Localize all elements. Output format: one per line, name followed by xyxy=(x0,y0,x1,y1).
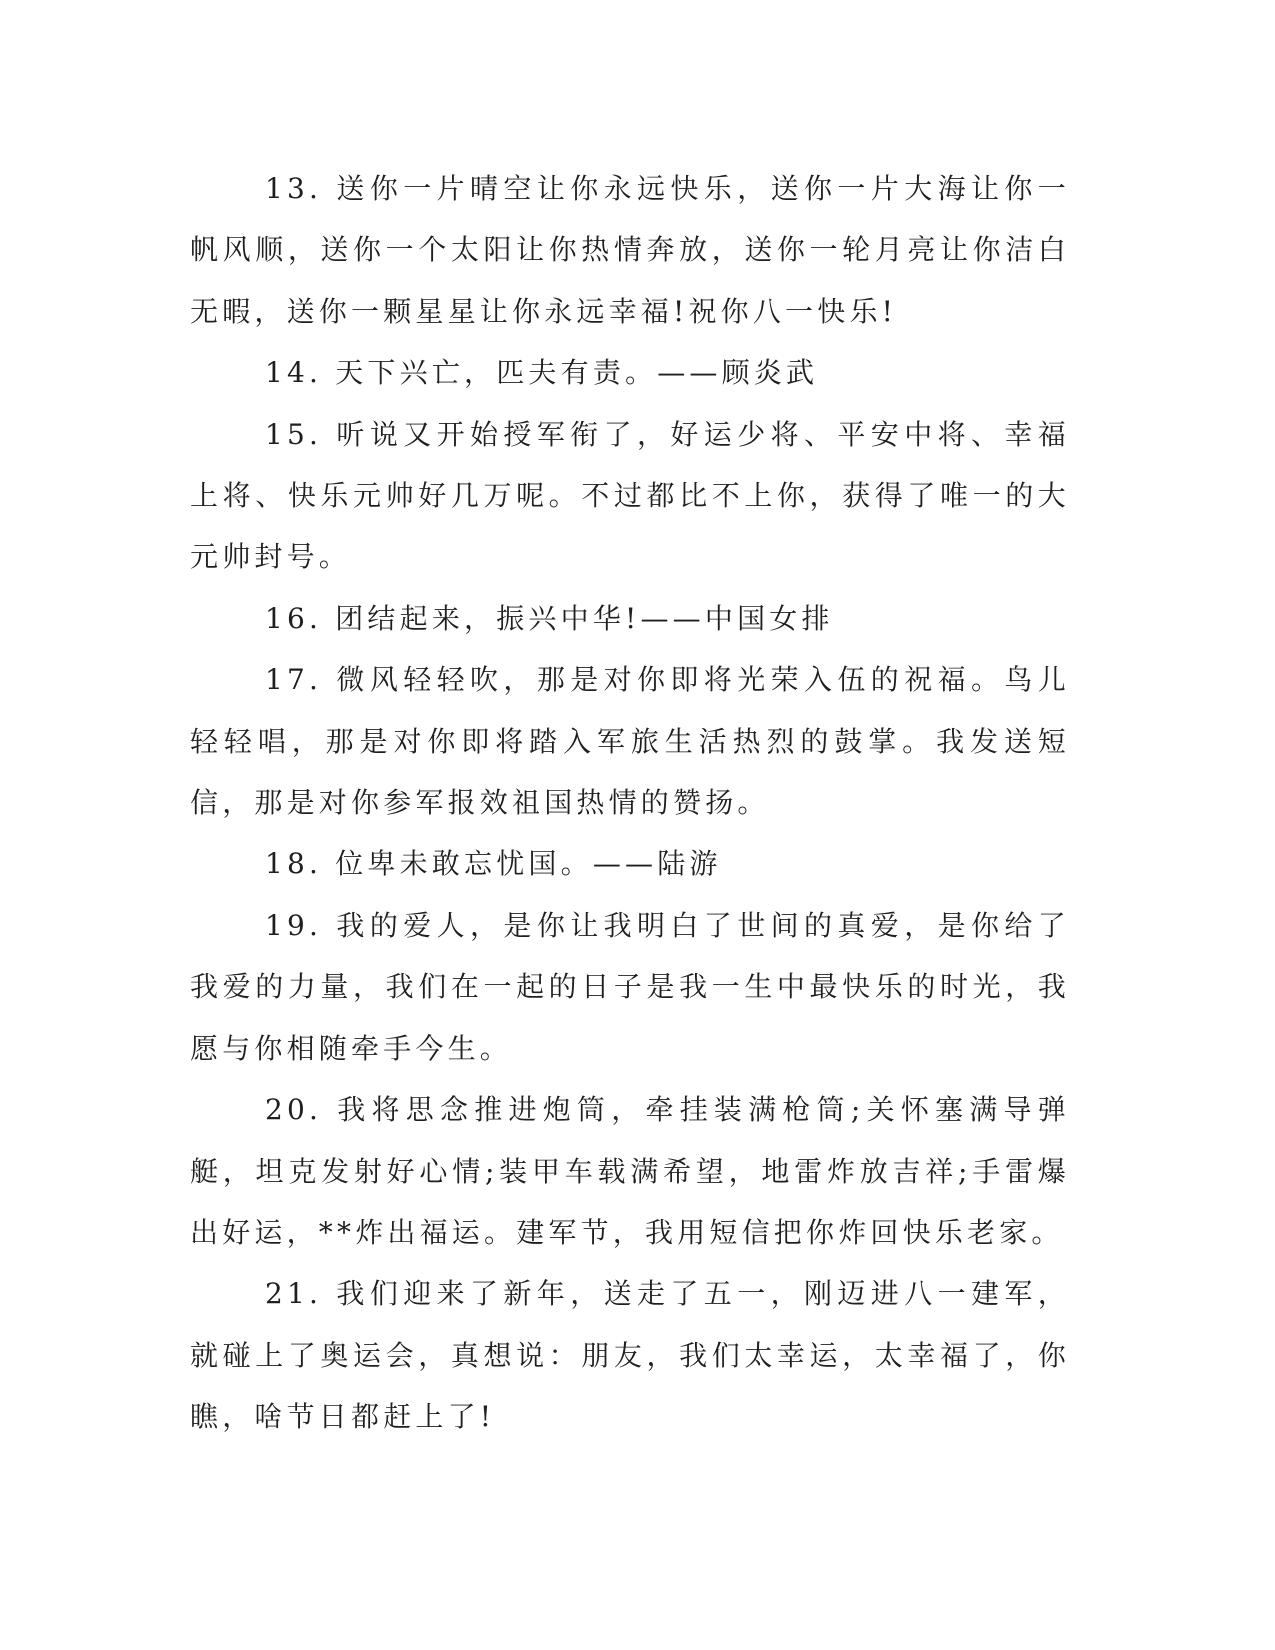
paragraph-16: 16. 团结起来，振兴中华!——中国女排 xyxy=(265,601,834,635)
paragraph-14: 14. 天下兴亡，匹夫有责。——顾炎武 xyxy=(265,356,819,390)
paragraph-17: 17. 微风轻轻吹，那是对你即将光荣入伍的祝福。鸟儿轻轻唱，那是对你即将踏入军旅生活热烈的鼓掌。我发送短信，那是对你参军报效祖国热情的赞扬。 xyxy=(190,663,1070,820)
document-body xyxy=(190,158,1070,1448)
paragraph-19: 19. 我的爱人，是你让我明白了世间的真爱，是你给了我爱的力量，我们在一起的日子是我一生中最快乐的时光，我愿与你相随牵手今生。 xyxy=(190,908,1070,1065)
paragraph-21: 21. 我们迎来了新年，送走了五一，刚迈进八一建军，就碰上了奥运会，真想说：朋友，我们太幸运，太幸福了，你瞧，啥节日都赶上了! xyxy=(190,1277,1070,1434)
paragraph-15: 15. 听说又开始授军衔了，好运少将、平安中将、幸福上将、快乐元帅好几万呢。不过都比不上你，获得了唯一的大元帅封号。 xyxy=(190,417,1070,574)
paragraph-20: 20. 我将思念推进炮筒，牵挂装满枪筒;关怀塞满导弹艇，坦克发射好心情;装甲车载满希望，地雷炸放吉祥;手雷爆出好运，**炸出福运。建军节，我用短信把你炸回快乐老家。 xyxy=(190,1093,1070,1249)
paragraph-13: 13. 送你一片晴空让你永远快乐，送你一片大海让你一帆风顺，送你一个太阳让你热情奔放，送你一轮月亮让你洁白无暇，送你一颗星星让你永远幸福!祝你八一快乐! xyxy=(190,172,1070,328)
paragraph-18: 18. 位卑未敢忘忧国。——陆游 xyxy=(265,847,722,881)
